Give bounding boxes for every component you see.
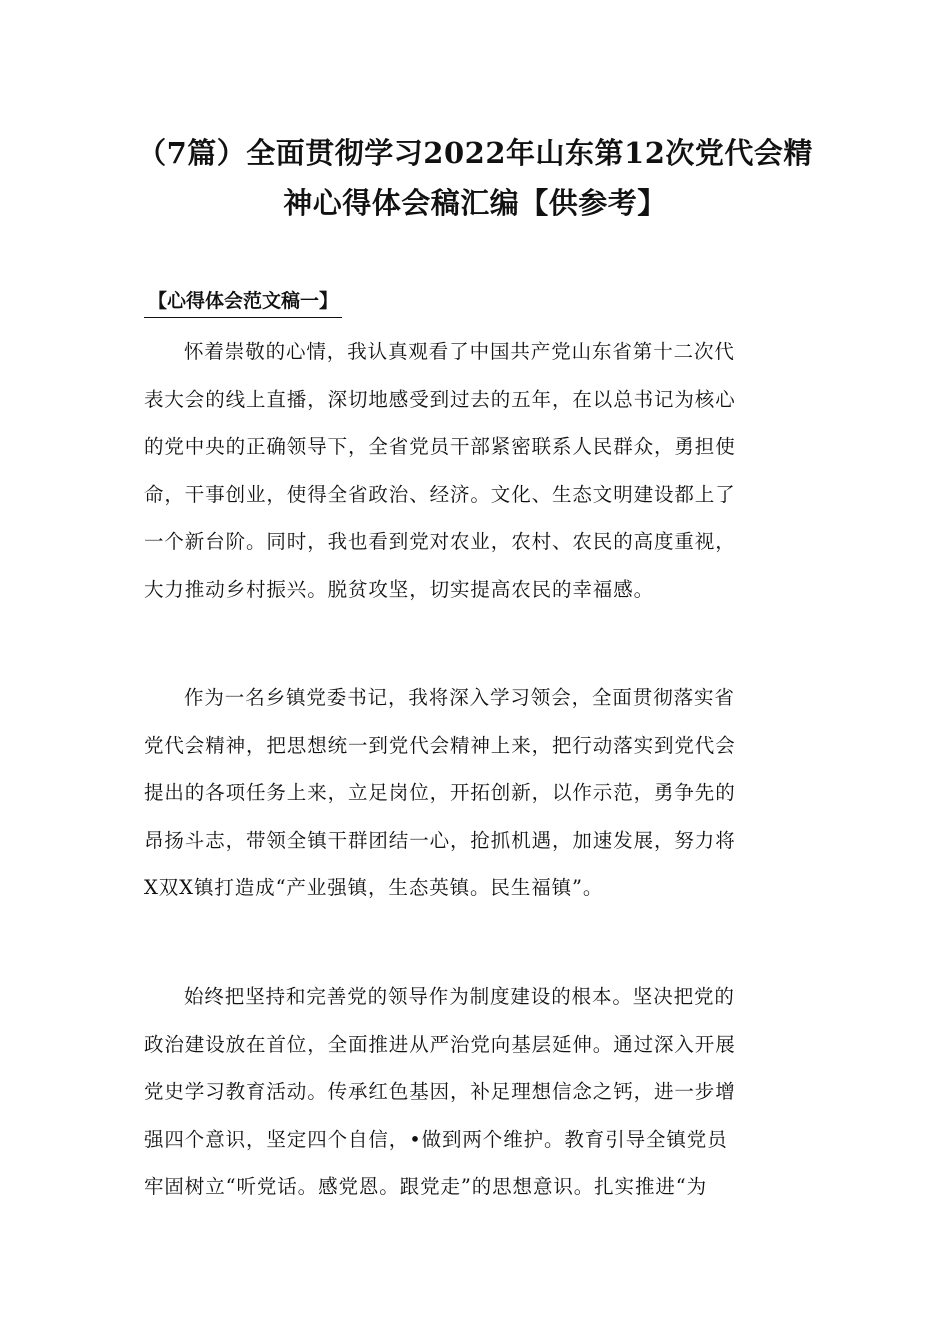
paragraph-line: 昂扬斗志，带领全镇干群团结一心，抢抓机遇，加速发展，努力将 xyxy=(144,828,736,852)
paragraph-line: 的党中央的正确领导下，全省党员干部紧密联系人民群众，勇担使 xyxy=(144,435,736,458)
paragraph-3 xyxy=(144,973,810,1211)
paragraph-line: 政治建设放在首位，全面推进从严治党向基层延伸。通过深入开展 xyxy=(144,1032,736,1056)
paragraph-line: 怀着崇敬的心情，我认真观看了中国共产党山东省第十二次代 xyxy=(184,340,735,363)
paragraph-2 xyxy=(144,674,810,912)
paragraph-line: 大力推动乡村振兴。脱贫攻坚，切实提高农民的幸福感。 xyxy=(144,577,655,601)
paragraph-line: 牢固树立“听党话。感党恩。跟党走”的思想意识。扎实推进“为 xyxy=(144,1175,708,1198)
paragraph-line: 党代会精神，把思想统一到党代会精神上来，把行动落实到党代会 xyxy=(144,733,736,757)
title-line-2: 神心得体会稿汇编【供参考】 xyxy=(283,186,667,220)
paragraph-line: 始终把坚持和完善党的领导作为制度建设的根本。坚决把党的 xyxy=(184,985,735,1008)
paragraph-line: 作为一名乡镇党委书记，我将深入学习领会，全面贯彻落实省 xyxy=(184,686,735,709)
paragraph-line: 一个新台阶。同时，我也看到党对农业，农村、农民的高度重视， xyxy=(144,530,736,553)
paragraph-line: X双X镇打造成“产业强镇，生态英镇。民生福镇”。 xyxy=(144,876,604,899)
paragraph-line: 命，干事创业，使得全省政治、经济。文化、生态文明建设都上了 xyxy=(144,482,736,506)
section-heading: 【心得体会范文稿一】 xyxy=(144,286,342,318)
paragraph-1 xyxy=(144,328,810,613)
paragraph-line: 党史学习教育活动。传承红色基因，补足理想信念之钙，进一步增 xyxy=(144,1080,736,1103)
paragraph-line: 强四个意识，坚定四个自信，•做到两个维护。教育引导全镇党员 xyxy=(144,1127,728,1151)
title-line-1: （7篇）全面贯彻学习2022年山东第12次党代会精 xyxy=(137,136,813,170)
document-title xyxy=(120,128,830,228)
paragraph-line: 表大会的线上直播，深切地感受到过去的五年，在以总书记为核心 xyxy=(144,387,736,411)
paragraph-line: 提出的各项任务上来，立足岗位，开拓创新，以作示范，勇争先的 xyxy=(144,781,736,804)
